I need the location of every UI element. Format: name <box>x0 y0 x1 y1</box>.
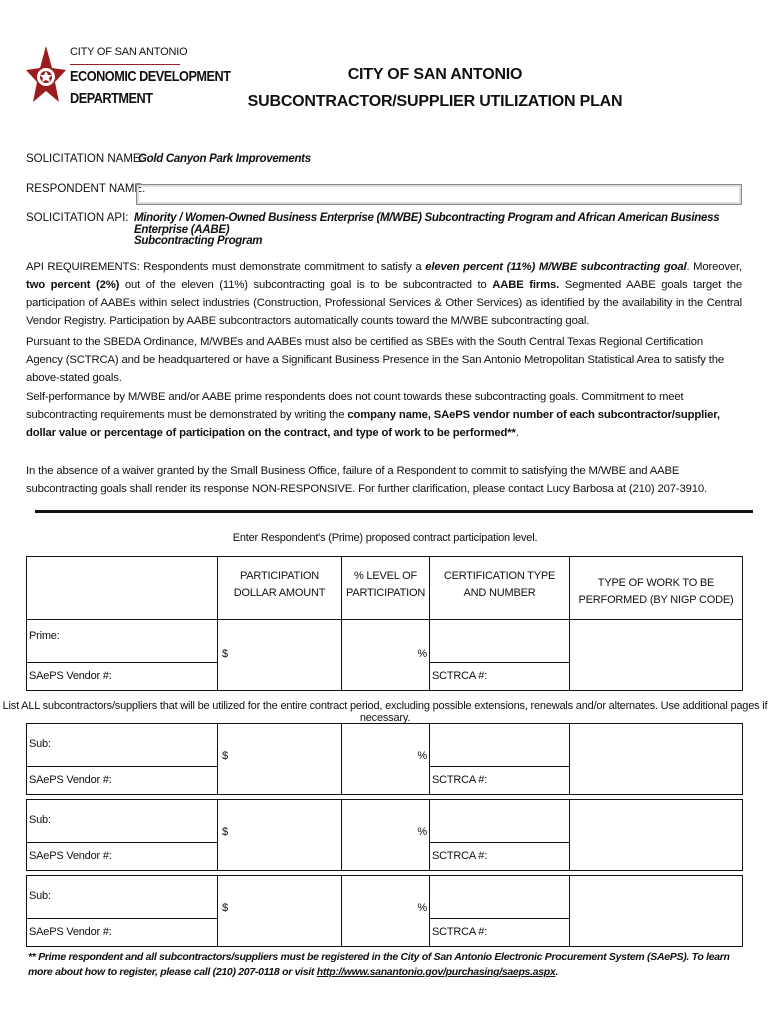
waiver-text: In the absence of a waiver granted by the Small Business Office, failure of a Respondent to commit to satisfying the M/WBE and AABE subcontracting goals shall render its response NON-RESPONSIVE. For further clarification, please contact Lucy Barbosa at (210) 207-3910. <box>26 465 707 495</box>
sub-percent-cell[interactable] <box>341 723 430 795</box>
col-header-level: % LEVEL OF PARTICIPATION <box>341 556 430 620</box>
self-performance-text: Self-performance by M/WBE and/or AABE prime respondents does not count towards these subcontracting goals. Commitment to meet subcontracting requirements must be demonstrated by writing the company name, SAePS vendor number of each subcontractor/supplier, dollar value or percentage of participation on the contract, and type of work to be performed**. <box>26 391 720 439</box>
sub-name-cell[interactable] <box>26 875 218 919</box>
logo-divider <box>70 64 180 65</box>
sub-cert-cell[interactable] <box>429 799 570 843</box>
solicitation-name-value: Gold Canyon Park Improvements <box>138 153 311 165</box>
sbeda-text: Pursuant to the SBEDA Ordinance, M/WBEs and AABEs must also be certified as SBEs with the South Central Texas Regional Certification Agency (SCTRCA) and be headquartered or have a Significant Business Presence in the San Antonio Metropolitan Statistical Area to satisfy the above-stated goals. <box>26 336 725 384</box>
dollar-sign: $ <box>222 750 228 762</box>
solicitation-api-label: SOLICITATION API: <box>26 212 129 224</box>
sub-sctrca-cell[interactable] <box>429 842 570 871</box>
sub-instruction: List ALL subcontractors/suppliers that will be utilized for the entire contract period, excluding possible extensions, renewals and/or alternates. Use additional pages if necessary. <box>2 700 768 724</box>
sub-dollar-cell[interactable] <box>217 875 342 947</box>
sctrca-label: SCTRCA #: <box>432 850 488 862</box>
footer-note: ** Prime respondent and all subcontractors/suppliers must be registered in the City of San Antonio Electronic Procurement System (SAePS). To learn more about how to register, please call (210) 207-0118 or visit http://www.sanantonio.gov/purchasing/saeps.aspx. <box>28 951 730 978</box>
saeps-label: SAePS Vendor #: <box>29 926 112 938</box>
section-divider <box>35 510 753 513</box>
solicitation-api-value-2: Subcontracting Program <box>134 235 263 247</box>
sub-work-cell[interactable] <box>569 723 743 795</box>
page-subtitle: SUBCONTRACTOR/SUPPLIER UTILIZATION PLAN <box>247 93 623 110</box>
prime-cert-cell[interactable] <box>429 619 570 663</box>
sub-saeps-cell[interactable] <box>26 766 218 795</box>
sub-work-cell[interactable] <box>569 875 743 947</box>
sub-sctrca-cell[interactable] <box>429 918 570 947</box>
col-header-work: TYPE OF WORK TO BE PERFORMED (BY NIGP CODE) <box>569 556 743 620</box>
sub-percent-cell[interactable] <box>341 799 430 871</box>
respondent-name-label: RESPONDENT NAME: <box>26 183 146 195</box>
prime-dollar-cell[interactable] <box>217 619 342 691</box>
prime-sctrca-cell[interactable] <box>429 662 570 691</box>
logo-department-text-2: DEPARTMENT <box>70 90 153 107</box>
saeps-label: SAePS Vendor #: <box>29 774 112 786</box>
sub-name-cell[interactable] <box>26 799 218 843</box>
solicitation-api-value: Minority / Women-Owned Business Enterprise (M/WBE) Subcontracting Program and African American Business Enterprise (AABE) <box>134 212 720 236</box>
logo-city-text: CITY OF SAN ANTONIO <box>70 46 188 58</box>
prime-work-cell[interactable] <box>569 619 743 691</box>
dollar-sign: $ <box>222 902 228 914</box>
sctrca-label: SCTRCA #: <box>432 774 488 786</box>
saeps-link[interactable]: http://www.sanantonio.gov/purchasing/saeps.aspx <box>316 966 556 978</box>
prime-name-cell[interactable] <box>26 619 218 663</box>
prime-instruction: Enter Respondent's (Prime) proposed contract participation level. <box>232 532 538 544</box>
sub-dollar-cell[interactable] <box>217 799 342 871</box>
sub-cert-cell[interactable] <box>429 723 570 767</box>
col-header-dollar: PARTICIPATION DOLLAR AMOUNT <box>217 556 342 620</box>
solicitation-name-label: SOLICITATION NAME: <box>26 153 144 165</box>
sub-cert-cell[interactable] <box>429 875 570 919</box>
sub-saeps-cell[interactable] <box>26 842 218 871</box>
page-title: CITY OF SAN ANTONIO <box>347 66 523 83</box>
respondent-name-field[interactable] <box>136 184 742 205</box>
dollar-sign: $ <box>222 648 228 660</box>
sub-label: Sub: <box>29 738 51 750</box>
saeps-label: SAePS Vendor #: <box>29 670 112 682</box>
api-requirements-text: API REQUIREMENTS: Respondents must demonstrate commitment to satisfy a eleven percent (11%) M/WBE subcontracting goal. Moreover, two percent (2%) out of the eleven (11%) subcontracting goal is to be subcontracted to AABE firms. Segmented AABE goals target the participation of AABEs within select industries (Construction, Professional Services & Other Services) as identified by the availability in the Central Vendor Registry. Participation by AABE subcontractors automatically counts toward the M/WBE subcontracting goal. <box>26 261 742 327</box>
percent-sign: % <box>417 750 427 762</box>
percent-sign: % <box>417 648 427 660</box>
prime-percent-cell[interactable] <box>341 619 430 691</box>
prime-saeps-cell[interactable] <box>26 662 218 691</box>
prime-label: Prime: <box>29 630 60 642</box>
percent-sign: % <box>417 826 427 838</box>
sub-name-cell[interactable] <box>26 723 218 767</box>
sub-dollar-cell[interactable] <box>217 723 342 795</box>
sctrca-label: SCTRCA #: <box>432 926 488 938</box>
sub-saeps-cell[interactable] <box>26 918 218 947</box>
dollar-sign: $ <box>222 826 228 838</box>
sub-label: Sub: <box>29 890 51 902</box>
sub-label: Sub: <box>29 814 51 826</box>
sub-sctrca-cell[interactable] <box>429 766 570 795</box>
header-blank-cell <box>26 556 218 620</box>
col-header-cert: CERTIFICATION TYPE AND NUMBER <box>429 556 570 620</box>
saeps-label: SAePS Vendor #: <box>29 850 112 862</box>
logo-department-text: ECONOMIC DEVELOPMENT <box>70 68 231 85</box>
percent-sign: % <box>417 902 427 914</box>
sub-work-cell[interactable] <box>569 799 743 871</box>
sub-percent-cell[interactable] <box>341 875 430 947</box>
sctrca-label: SCTRCA #: <box>432 670 488 682</box>
